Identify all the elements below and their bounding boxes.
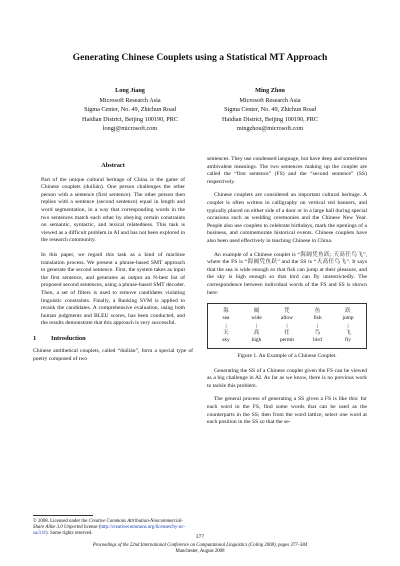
license-name: Creative Commons Attribution-Noncommercial-Share Alike 3.0 Unported	[33, 519, 183, 531]
author-email: longj@microsoft.com	[102, 125, 158, 133]
proceedings-location: Manchester, August 2008	[175, 549, 225, 555]
fs-char: 阔	[253, 308, 260, 315]
ss-gloss: fly	[345, 336, 351, 343]
body-paragraph: Generating the SS of a Chinese couplet given the FS can be viewed as a big challenge in AI. As far as we know, there is no previous work to tackle this problem.	[207, 367, 367, 389]
ss-gloss: bird	[313, 336, 322, 343]
couplet-figure	[207, 303, 367, 349]
fs-char: 海	[223, 308, 229, 315]
figure-caption: Figure 1. An Example of a Chinese Couplet.	[237, 353, 337, 360]
ss-char: 任	[284, 329, 290, 336]
alignment-bar: |	[286, 322, 288, 329]
ss-characters-row	[216, 330, 358, 337]
footnote-text: © 2008. Licensed under the	[33, 519, 89, 524]
body-paragraph: An example of a Chinese couplet is “海阔凭鱼跃; 天高任鸟飞”, where the FS is “海阔凭鱼跃” and the SS is “天高任鸟飞”. It says that the sea is wide enough so that fish can jump at their pleasure, and the sky is high enough so that bird can fly unrestrictedly. The correspondence between individual words of the FS and SS is shown here:	[207, 251, 367, 296]
section-title: Introduction	[51, 334, 86, 342]
alignment-bar: |	[225, 322, 227, 329]
body-paragraph: Chinese couplets are considered an important cultural heritage. A couplet is often written in calligraphy on vertical red banners, and typically placed on either side of a door or in a large hall during special occasions such as wedding ceremonies and the Chinese New Year. People also use couplets to celebrate birthdays, mark the openings of a business, and commemorate historical events. Chinese couplets have also been used effectively in teaching Chinese in China.	[207, 192, 367, 244]
fs-gloss: sea	[222, 315, 230, 322]
section-number: 1	[33, 334, 37, 342]
fs-gloss: jump	[342, 315, 354, 322]
author-org: Microsoft Research Asia	[239, 96, 301, 104]
ss-char: 高	[253, 329, 260, 336]
page-number: 377	[195, 534, 205, 540]
fs-gloss: allow	[281, 315, 293, 322]
author-org: Microsoft Research Asia	[99, 96, 161, 104]
ss-gloss-row	[216, 337, 358, 344]
left-column	[33, 156, 193, 370]
alignment-bar: |	[316, 322, 319, 329]
fs-gloss: fish	[313, 315, 322, 322]
body-paragraph: Chinese antithetical couplets, called “duìlián”, form a special type of poetry composed of two	[33, 348, 193, 363]
author-name: Ming Zhou	[255, 87, 285, 94]
ss-char: 鸟	[314, 329, 321, 336]
abstract-heading: Abstract	[101, 162, 125, 169]
footnote-rule	[33, 515, 93, 516]
abstract-paragraph: Part of the unique cultural heritage of China is the game of Chinese couplets (duìlián). One person challenges the other person with a sentence (first sentence). The other person then replies with a sentence (second sentence) equal in length and word segmentation, in a way that corresponding words in the two sentences match each other by obeying certain constraints on semantic, syntactic, and lexical relatedness. This task is viewed as a difficult problem in AI and has not been explored in the research community.	[41, 176, 185, 244]
alignment-row	[216, 323, 358, 330]
ss-char: 天	[223, 329, 229, 336]
author-block-2	[195, 86, 345, 134]
fs-char: 跃	[345, 308, 351, 315]
paper-title: Generating Chinese Couplets using a Statistical MT Approach	[72, 52, 328, 63]
abstract-paragraph: In this paper, we regard this task as a kind of machine translation process. We present a phrase-based SMT approach to generate the second sentence. First, the system takes as input the first sentence, and generates as output an N-best list of proposed second sentences, using a phrase-based SMT decoder. Then, a set of filters is used to remove candidates violating linguistic constraints. Finally, a Ranking SVM is applied to rerank the candidates. A comprehensive evaluation, using both human judgments and BLEU scores, has been conducted, and the results demonstrate that this approach is very successful.	[41, 251, 185, 327]
body-paragraph: The general process of generating a SS given a FS is like this: for each word in the FS, find some words that can be used as the counterparts in the SS; then from the word lattice, select one word at each position in the SS so that the se-	[207, 396, 367, 426]
alignment-bar: |	[255, 322, 258, 329]
fs-char: 凭	[284, 308, 290, 315]
author-address: Sigma Center, No. 49, Zhichun Road	[224, 106, 316, 114]
right-column	[207, 156, 367, 433]
fs-char: 鱼	[314, 308, 321, 315]
ss-char: 飞	[345, 329, 351, 336]
alignment-bar: |	[347, 322, 349, 329]
abstract-body	[33, 177, 193, 328]
ss-gloss: permit	[279, 336, 295, 343]
fs-characters-row	[216, 308, 358, 315]
footnote-text: license (	[82, 525, 101, 531]
fs-gloss: wide	[251, 315, 262, 322]
author-name: Long Jiang	[115, 87, 145, 94]
ss-gloss: sky	[222, 336, 230, 343]
license-link[interactable]: http://creativecommons.org/licenses/by-nc-sa/3.0/	[33, 525, 186, 537]
section-heading	[33, 335, 193, 343]
author-address: Haidian District, Beijing 100190, PRC	[82, 115, 178, 123]
author-address: Sigma Center, No. 49, Zhichun Road	[84, 106, 176, 114]
proceedings-citation: Proceedings of the 22nd International Conference on Computational Linguistics (Coling 2008), pages 377–384	[92, 543, 308, 548]
author-email: mingzhou@microsoft.com	[236, 125, 304, 133]
author-address: Haidian District, Beijing 100190, PRC	[222, 115, 318, 123]
proceedings-footer	[0, 543, 400, 556]
ss-gloss: high	[251, 336, 262, 343]
fs-gloss-row	[216, 315, 358, 322]
author-block-1	[55, 86, 205, 134]
body-paragraph: sentences. They use condensed language, but have deep and sometimes ambivalent meanings. The two sentences making up the couplet are called the “first sentence” (FS) and the “second sentence” (SS) respectively.	[207, 156, 367, 185]
footnote-text: ). Some rights reserved.	[45, 531, 93, 537]
